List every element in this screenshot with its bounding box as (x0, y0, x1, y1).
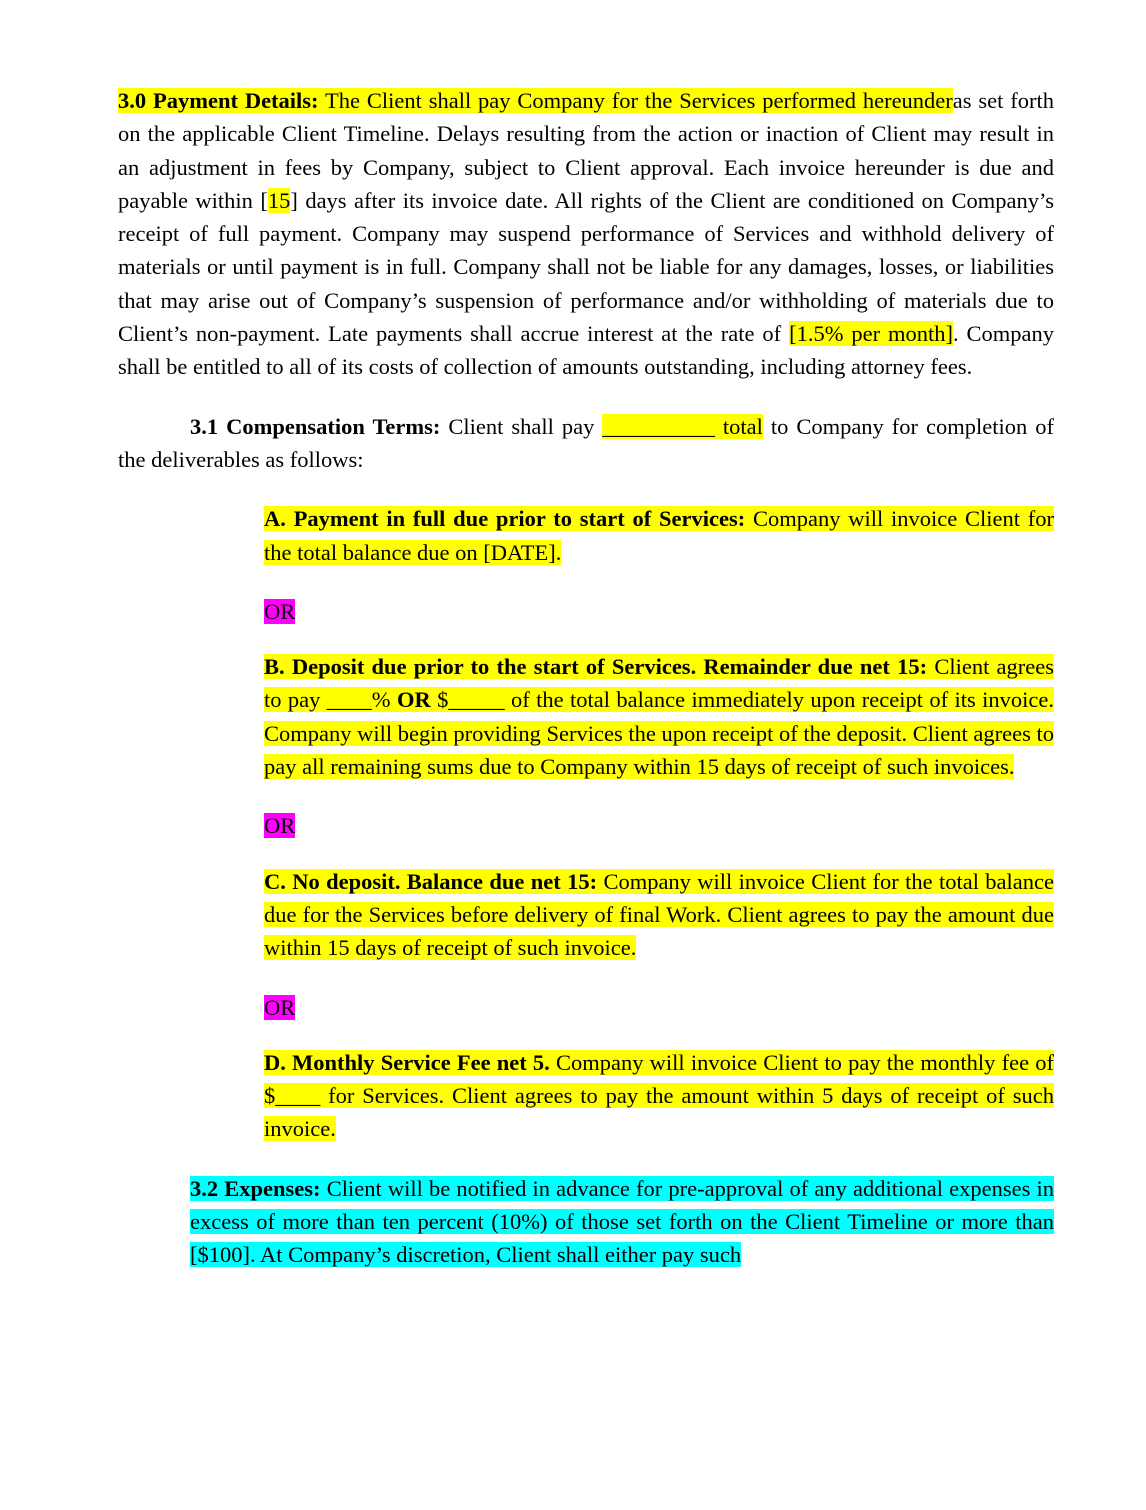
option-c-heading: C. No deposit. Balance due net 15: (264, 868, 598, 894)
option-d-text: Company will invoice Client to pay the monthly fee of $____ for Services. Client agrees to pay the amount within 5 days of receipt of such invoice. (264, 1049, 1054, 1142)
or-label: OR (264, 598, 296, 624)
option-a-text: Company will invoice Client for the total balance due on [DATE]. (264, 506, 1054, 565)
section-3-0-rest-3: . Company shall be entitled to all of its costs of collection of amounts outstanding, including attorney fees. (118, 321, 1054, 380)
option-a-heading: A. Payment in full due prior to start of Services: (264, 506, 746, 532)
option-b-paragraph (264, 650, 1054, 783)
section-3-1-text-2: to Company for completion of the deliverables as follows: (118, 413, 1054, 472)
section-3-2-text: Client will be notified in advance for pre-approval of any additional expenses in excess of more than ten percent (10%) of those set forth on the Client Timeline or more than [$100]. At Company’s discretion, Client shall either pay such (190, 1175, 1054, 1268)
document-body (118, 84, 1054, 1272)
section-3-0-rest-2: ] days after its invoice date. All rights of the Client are conditioned on Company’s receipt of full payment. Company may suspend performance of Services and withhold delivery of materials or until payment is in full. Company shall not be liable for any damages, losses, or liabilities that may arise out of Company’s suspension of performance and/or withholding of materials due to Client’s non-payment. Late payments shall accrue interest at the rate of (118, 187, 1054, 347)
option-d-heading: D. Monthly Service Fee net 5. (264, 1049, 550, 1075)
section-3-1-heading: 3.1 Compensation Terms: (190, 413, 441, 439)
or-separator-2 (264, 809, 1054, 842)
total-amount-blank: __________ total (602, 413, 763, 439)
option-a-paragraph (264, 502, 1054, 569)
option-d-paragraph (264, 1046, 1054, 1146)
option-c-paragraph (264, 865, 1054, 965)
section-3-0-heading: 3.0 Payment Details: (118, 88, 319, 113)
net-days-value: 15 (267, 187, 291, 213)
or-label: OR (264, 813, 296, 839)
option-b-heading: B. Deposit due prior to the start of Services. Remainder due net 15: (264, 654, 928, 680)
option-b-text-1: Client agrees to pay ____% (264, 654, 1054, 713)
or-separator-1 (264, 595, 1054, 628)
paragraph-3-1 (118, 410, 1054, 477)
or-separator-3 (264, 991, 1054, 1024)
section-3-0-rest-1: as set forth on the applicable Client Timeline. Delays resulting from the action or inaction of Client may result in an adjustment in fees by Company, subject to Client approval. Each invoice hereunder is due and payable within [ (118, 88, 1054, 213)
section-3-1-text-1: Client shall pay (440, 413, 603, 439)
paragraph-3-2 (190, 1172, 1054, 1272)
section-3-0-lead: The Client shall pay Company for the Services performed hereunder (318, 88, 953, 113)
interest-rate-value: [1.5% per month] (789, 321, 953, 347)
paragraph-3-0 (118, 84, 1054, 384)
option-b-or: OR (396, 687, 431, 713)
option-c-text: Company will invoice Client for the total balance due for the Services before delivery of final Work. Client agrees to pay the amount due within 15 days of receipt of such invoice. (264, 868, 1054, 961)
option-b-text-2: $_____ of the total balance immediately upon receipt of its invoice. Company will begin providing Services the upon receipt of the deposit. Client agrees to pay all remaining sums due to Company within 15 days of receipt of such invoices. (264, 687, 1054, 780)
or-label: OR (264, 994, 296, 1020)
section-3-2-heading: 3.2 Expenses: (190, 1175, 321, 1201)
